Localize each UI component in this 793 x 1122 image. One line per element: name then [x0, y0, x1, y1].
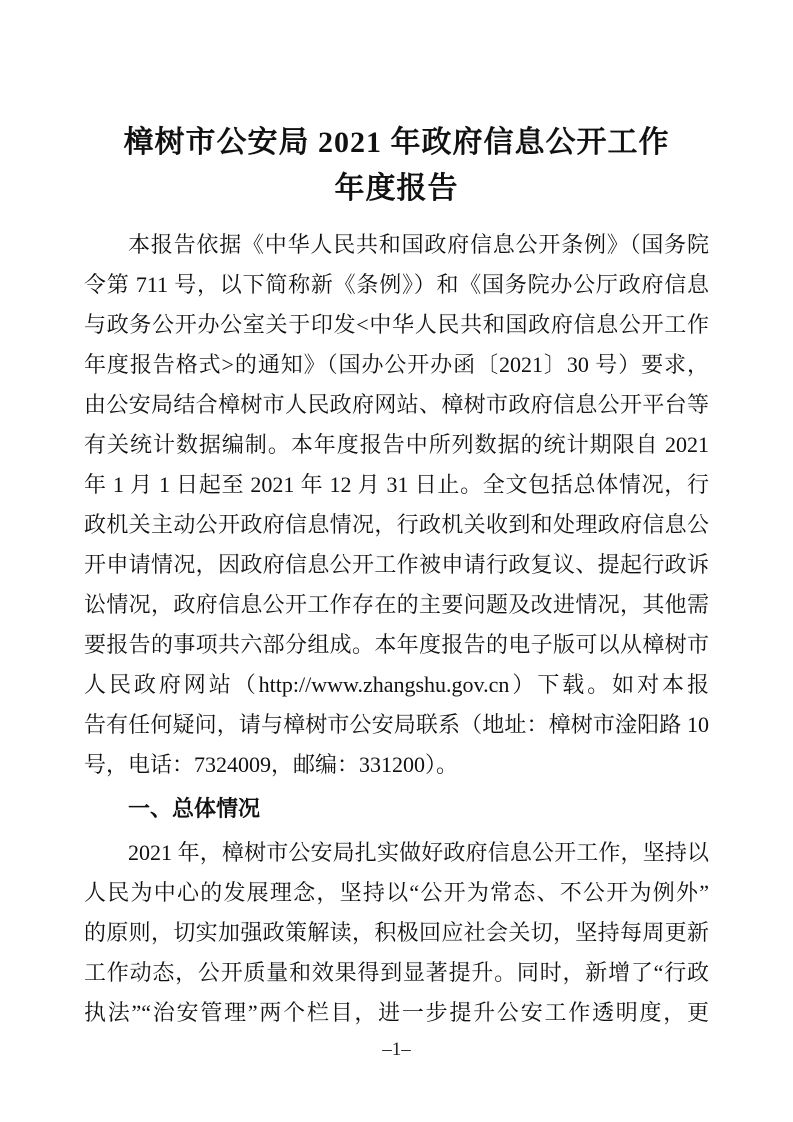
document-title-line2: 年度报告: [334, 172, 459, 205]
section-heading-overall-situation: 一、总体情况: [128, 796, 261, 821]
text-line: 年度报告格式>的通知》（国办公开办函〔2021〕30 号）要求，: [84, 352, 709, 377]
text-line: 号，电话：7324009，邮编：331200）。: [84, 752, 459, 777]
text-line: 告有任何疑问，请与樟树市公安局联系（地址：樟树市淦阳路 10: [84, 712, 709, 737]
document-title: [84, 120, 709, 212]
text-line: 由公安局结合樟树市人民政府网站、樟树市政府信息公开平台等: [84, 392, 709, 417]
text-line: 人民政府网站（http://www.zhangshu.gov.cn）下载。如对本报: [84, 672, 709, 697]
text-line: 有关统计数据编制。本年度报告中所列数据的统计期限自 2021: [84, 432, 709, 457]
text-line: 工作动态，公开质量和效果得到显著提升。同时，新增了“行政: [84, 960, 709, 985]
overall-situation-paragraph: [84, 833, 709, 1033]
text-line: 2021 年，樟树市公安局扎实做好政府信息公开工作，坚持以: [128, 840, 709, 865]
text-line: 年 1 月 1 日起至 2021 年 12 月 31 日止。全文包括总体情况，行: [84, 472, 709, 497]
text-line: 执法”“治安管理”两个栏目，进一步提升公安工作透明度，更: [84, 1000, 709, 1025]
text-line: 本报告依据《中华人民共和国政府信息公开条例》（国务院: [128, 232, 709, 257]
text-line: 讼情况，政府信息公开工作存在的主要问题及改进情况，其他需: [84, 592, 709, 617]
text-line: 政机关主动公开政府信息情况，行政机关收到和处理政府信息公: [84, 512, 709, 537]
intro-paragraph: [84, 225, 709, 785]
text-line: 开申请情况，因政府信息公开工作被申请行政复议、提起行政诉: [84, 552, 709, 577]
document-title-line1: 樟树市公安局 2021 年政府信息公开工作: [123, 126, 670, 159]
page-number: –1–: [382, 1039, 411, 1060]
text-line: 人民为中心的发展理念，坚持以“公开为常态、不公开为例外”: [84, 880, 709, 905]
text-line: 要报告的事项共六部分组成。本年度报告的电子版可以从樟树市: [84, 632, 709, 657]
text-line: 与政务公开办公室关于印发<中华人民共和国政府信息公开工作: [84, 312, 709, 337]
text-line: 的原则，切实加强政策解读，积极回应社会关切，坚持每周更新: [84, 920, 709, 945]
text-line: 令第 711 号，以下简称新《条例》）和《国务院办公厅政府信息: [84, 272, 709, 297]
